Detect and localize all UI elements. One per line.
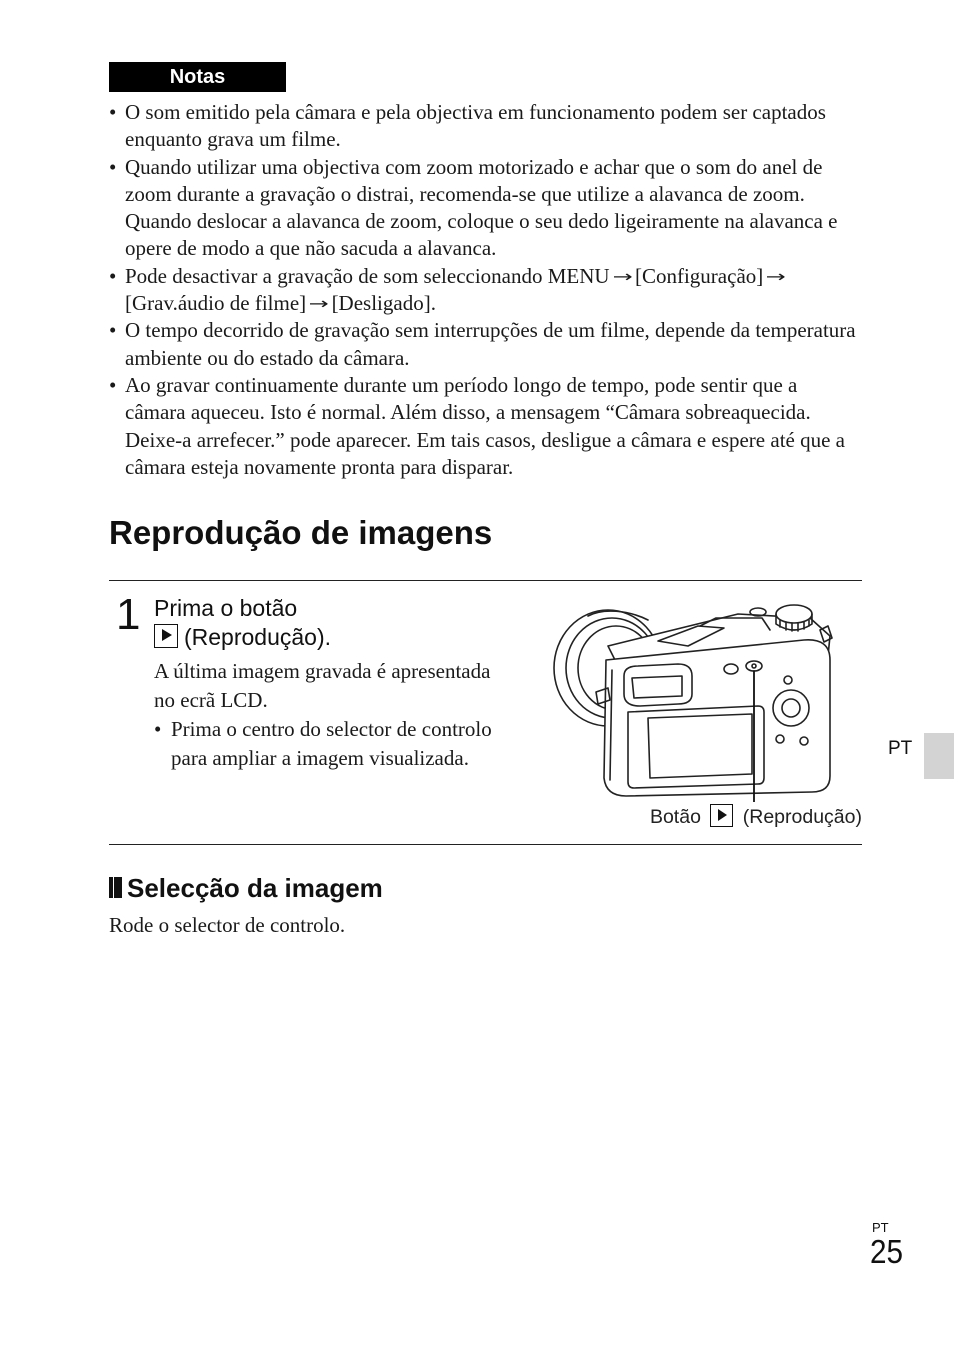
bullet: •	[109, 154, 117, 179]
arrow-right-icon: →	[612, 266, 633, 286]
subsection-title: Selecção da imagem	[109, 871, 383, 905]
note-item: • Pode desactivar a gravação de som seleccionando MENU → [Configuração] → [Grav.áudio de filme] → [Desligado].	[109, 263, 861, 318]
arrow-right-icon: →	[765, 266, 787, 286]
step-sub-item: • Prima o centro do selector de controlo para ampliar a imagem visualizada.	[154, 717, 492, 770]
bullet: •	[109, 372, 117, 397]
page-language: PT	[872, 1220, 889, 1235]
side-tab-label: PT	[888, 738, 913, 759]
play-button-icon	[154, 624, 178, 648]
arrow-right-icon: →	[308, 294, 329, 314]
notes-badge: Notas	[109, 62, 286, 92]
section-marker-icon	[109, 877, 122, 898]
bullet: •	[109, 318, 117, 343]
step-heading: Prima o botão (Reprodução).	[154, 595, 332, 650]
camera-illustration	[548, 596, 834, 802]
step-number: 1	[116, 590, 141, 639]
section-title: Reprodução de imagens	[109, 514, 493, 551]
step-description: A última imagem gravada é apresentada no ecrã LCD.	[154, 659, 491, 712]
side-tab	[924, 733, 954, 779]
play-button-icon	[710, 804, 733, 827]
subsection-body: Rode o selector de controlo.	[109, 913, 346, 937]
note-item: • Quando utilizar uma objectiva com zoom motorizado e achar que o som do anel de zoom durante a gravação o distrai, recomenda-se que utilize a alavanca de zoom. Quando deslocar a alavanca de zoom, coloque o seu dedo ligeiramente na alavanca e opere de modo a que não sacuda a alavanca.	[109, 154, 838, 261]
page-number: 25	[870, 1233, 904, 1270]
step-body	[154, 657, 514, 773]
bullet: •	[154, 717, 162, 741]
top-divider	[109, 580, 862, 581]
note-item: • O tempo decorrido de gravação sem interrupções de um filme, depende da temperatura ambiente ou do estado da câmara.	[109, 318, 856, 370]
note-item: • O som emitido pela câmara e pela objectiva em funcionamento podem ser captados enquanto grava um filme.	[109, 100, 826, 152]
bullet: •	[109, 263, 117, 288]
bottom-divider	[109, 844, 862, 845]
note-item: • Ao gravar continuamente durante um período longo de tempo, pode sentir que a câmara aqueceu. Isto é normal. Além disso, a mensagem “Câmara sobreaquecida. Deixe-a arrefecer.” pode aparecer. Em tais casos, desligue a câmara e espere até que a câmara esteja novamente pronta para disparar.	[109, 372, 845, 479]
bullet: •	[109, 100, 117, 124]
notes-list	[109, 99, 861, 481]
figure-caption: Botão (Reprodução)	[649, 806, 862, 828]
